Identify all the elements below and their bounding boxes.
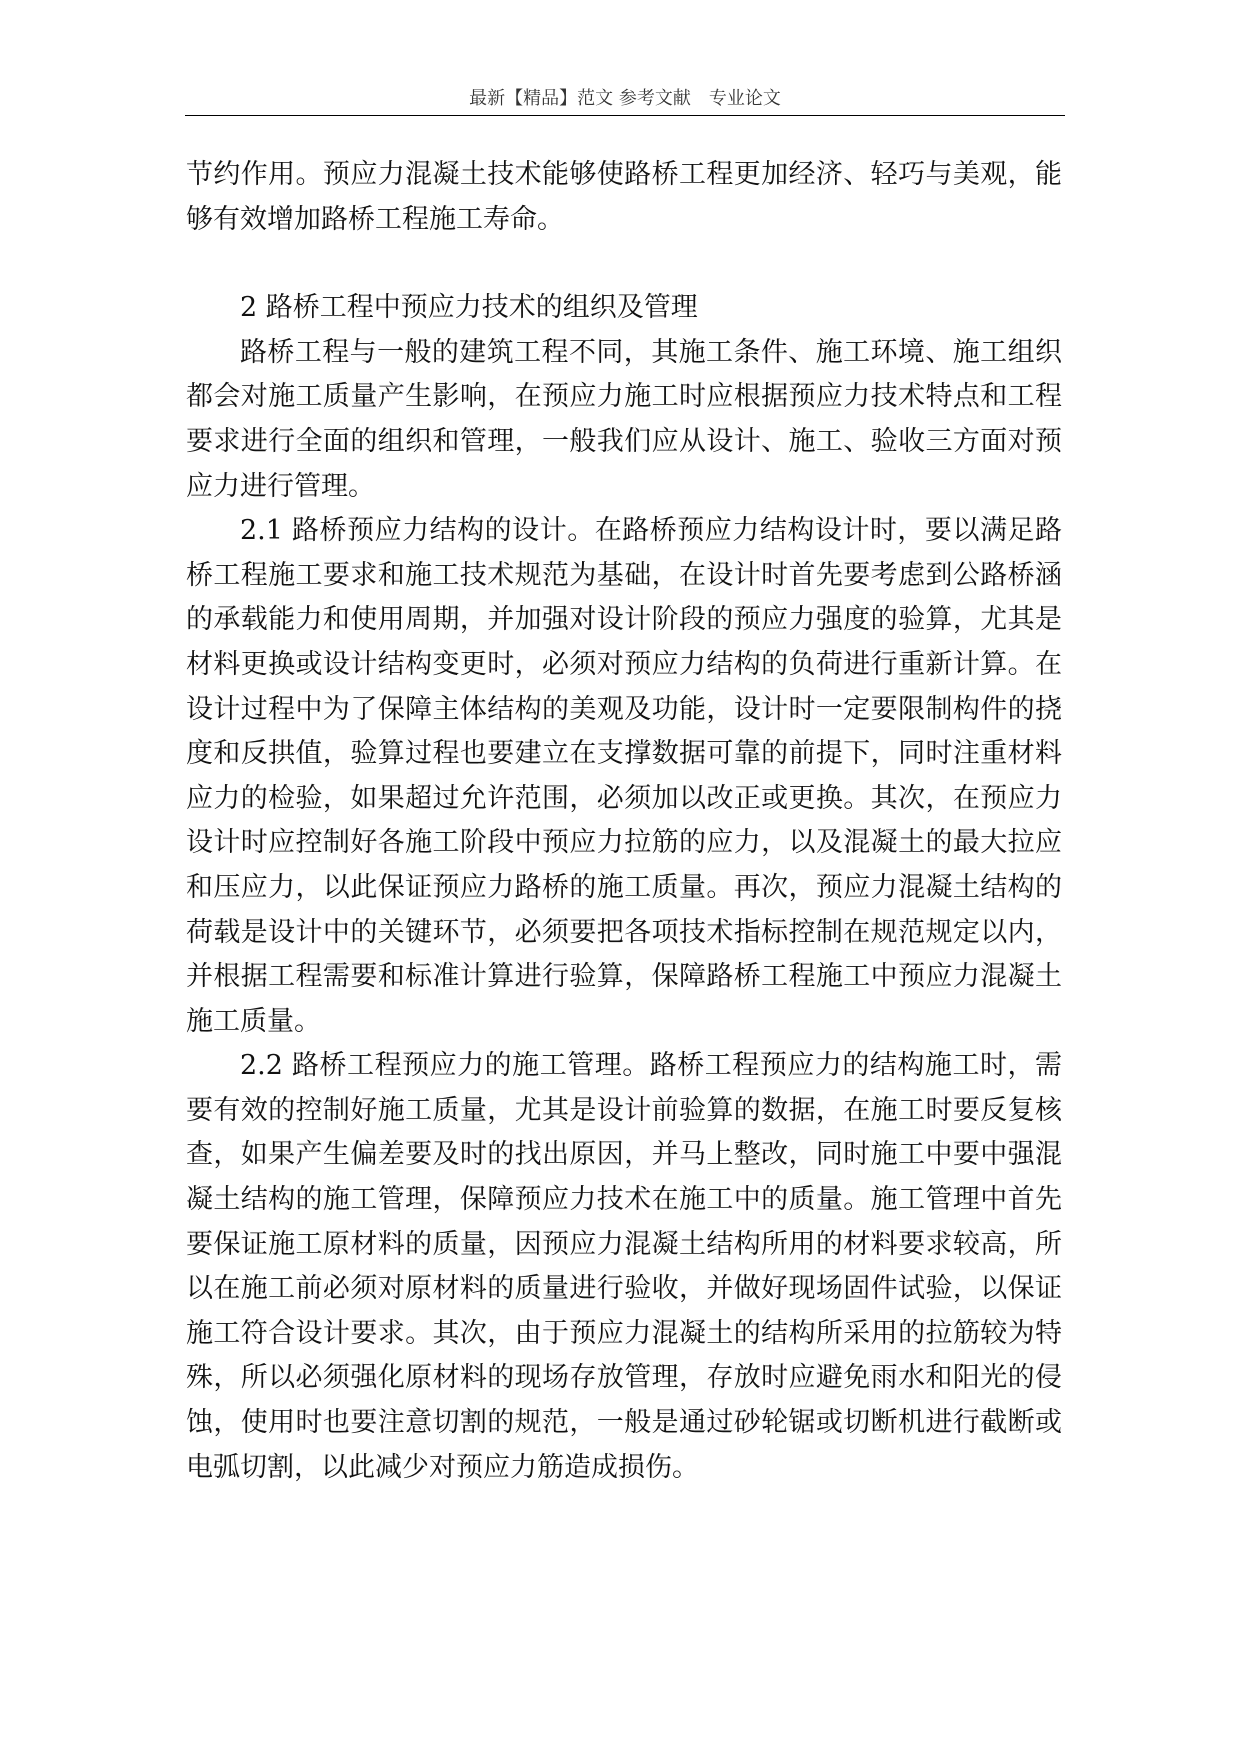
paragraph-design: 2.1 路桥预应力结构的设计。在路桥预应力结构设计时，要以满足路桥工程施工要求和施工技术规范为基础，在设计时首先要考虑到公路桥涵的承载能力和使用周期，并加强对设计阶段的预应力强度的验算，尤其是材料更换或设计结构变更时，必须对预应力结构的负荷进行重新计算。在设计过程中为了保障主体结构的美观及功能，设计时一定要限制构件的挠度和反拱值，验算过程也要建立在支撑数据可靠的前提下，同时注重材料应力的检验，如果超过允许范围，必须加以改正或更换。其次，在预应力设计时应控制好各施工阶段中预应力拉筋的应力，以及混凝土的最大拉应和压应力，以此保证预应力路桥的施工质量。再次，预应力混凝土结构的荷载是设计中的关键环节，必须要把各项技术指标控制在规范规定以内，并根据工程需要和标准计算进行验算，保障路桥工程施工中预应力混凝土施工质量。 [186, 515, 1062, 1037]
page-header: 最新【精品】范文 参考文献 专业论文 [469, 88, 781, 109]
paragraph-continuation: 节约作用。预应力混凝土技术能够使路桥工程更加经济、轻巧与美观，能够有效增加路桥工程施工寿命。 [186, 159, 1062, 235]
document-body [186, 153, 1062, 1490]
paragraph-intro: 路桥工程与一般的建筑工程不同，其施工条件、施工环境、施工组织都会对施工质量产生影响，在预应力施工时应根据预应力技术特点和工程要求进行全面的组织和管理，一般我们应从设计、施工、验收三方面对预应力进行管理。 [186, 336, 1062, 502]
section-heading: 2 路桥工程中预应力技术的组织及管理 [240, 292, 698, 324]
header-divider [185, 115, 1065, 116]
paragraph-construction: 2.2 路桥工程预应力的施工管理。路桥工程预应力的结构施工时，需要有效的控制好施工质量，尤其是设计前验算的数据，在施工时要反复核查，如果产生偏差要及时的找出原因，并马上整改，同时施工中要中强混凝土结构的施工管理，保障预应力技术在施工中的质量。施工管理中首先要保证施工原材料的质量，因预应力混凝土结构所用的材料要求较高，所以在施工前必须对原材料的质量进行验收，并做好现场固件试验，以保证施工符合设计要求。其次，由于预应力混凝土的结构所采用的拉筋较为特殊，所以必须强化原材料的现场存放管理，存放时应避免雨水和阳光的侵蚀，使用时也要注意切割的规范，一般是通过砂轮锯或切断机进行截断或电弧切割，以此减少对预应力筋造成损伤。 [186, 1050, 1062, 1483]
